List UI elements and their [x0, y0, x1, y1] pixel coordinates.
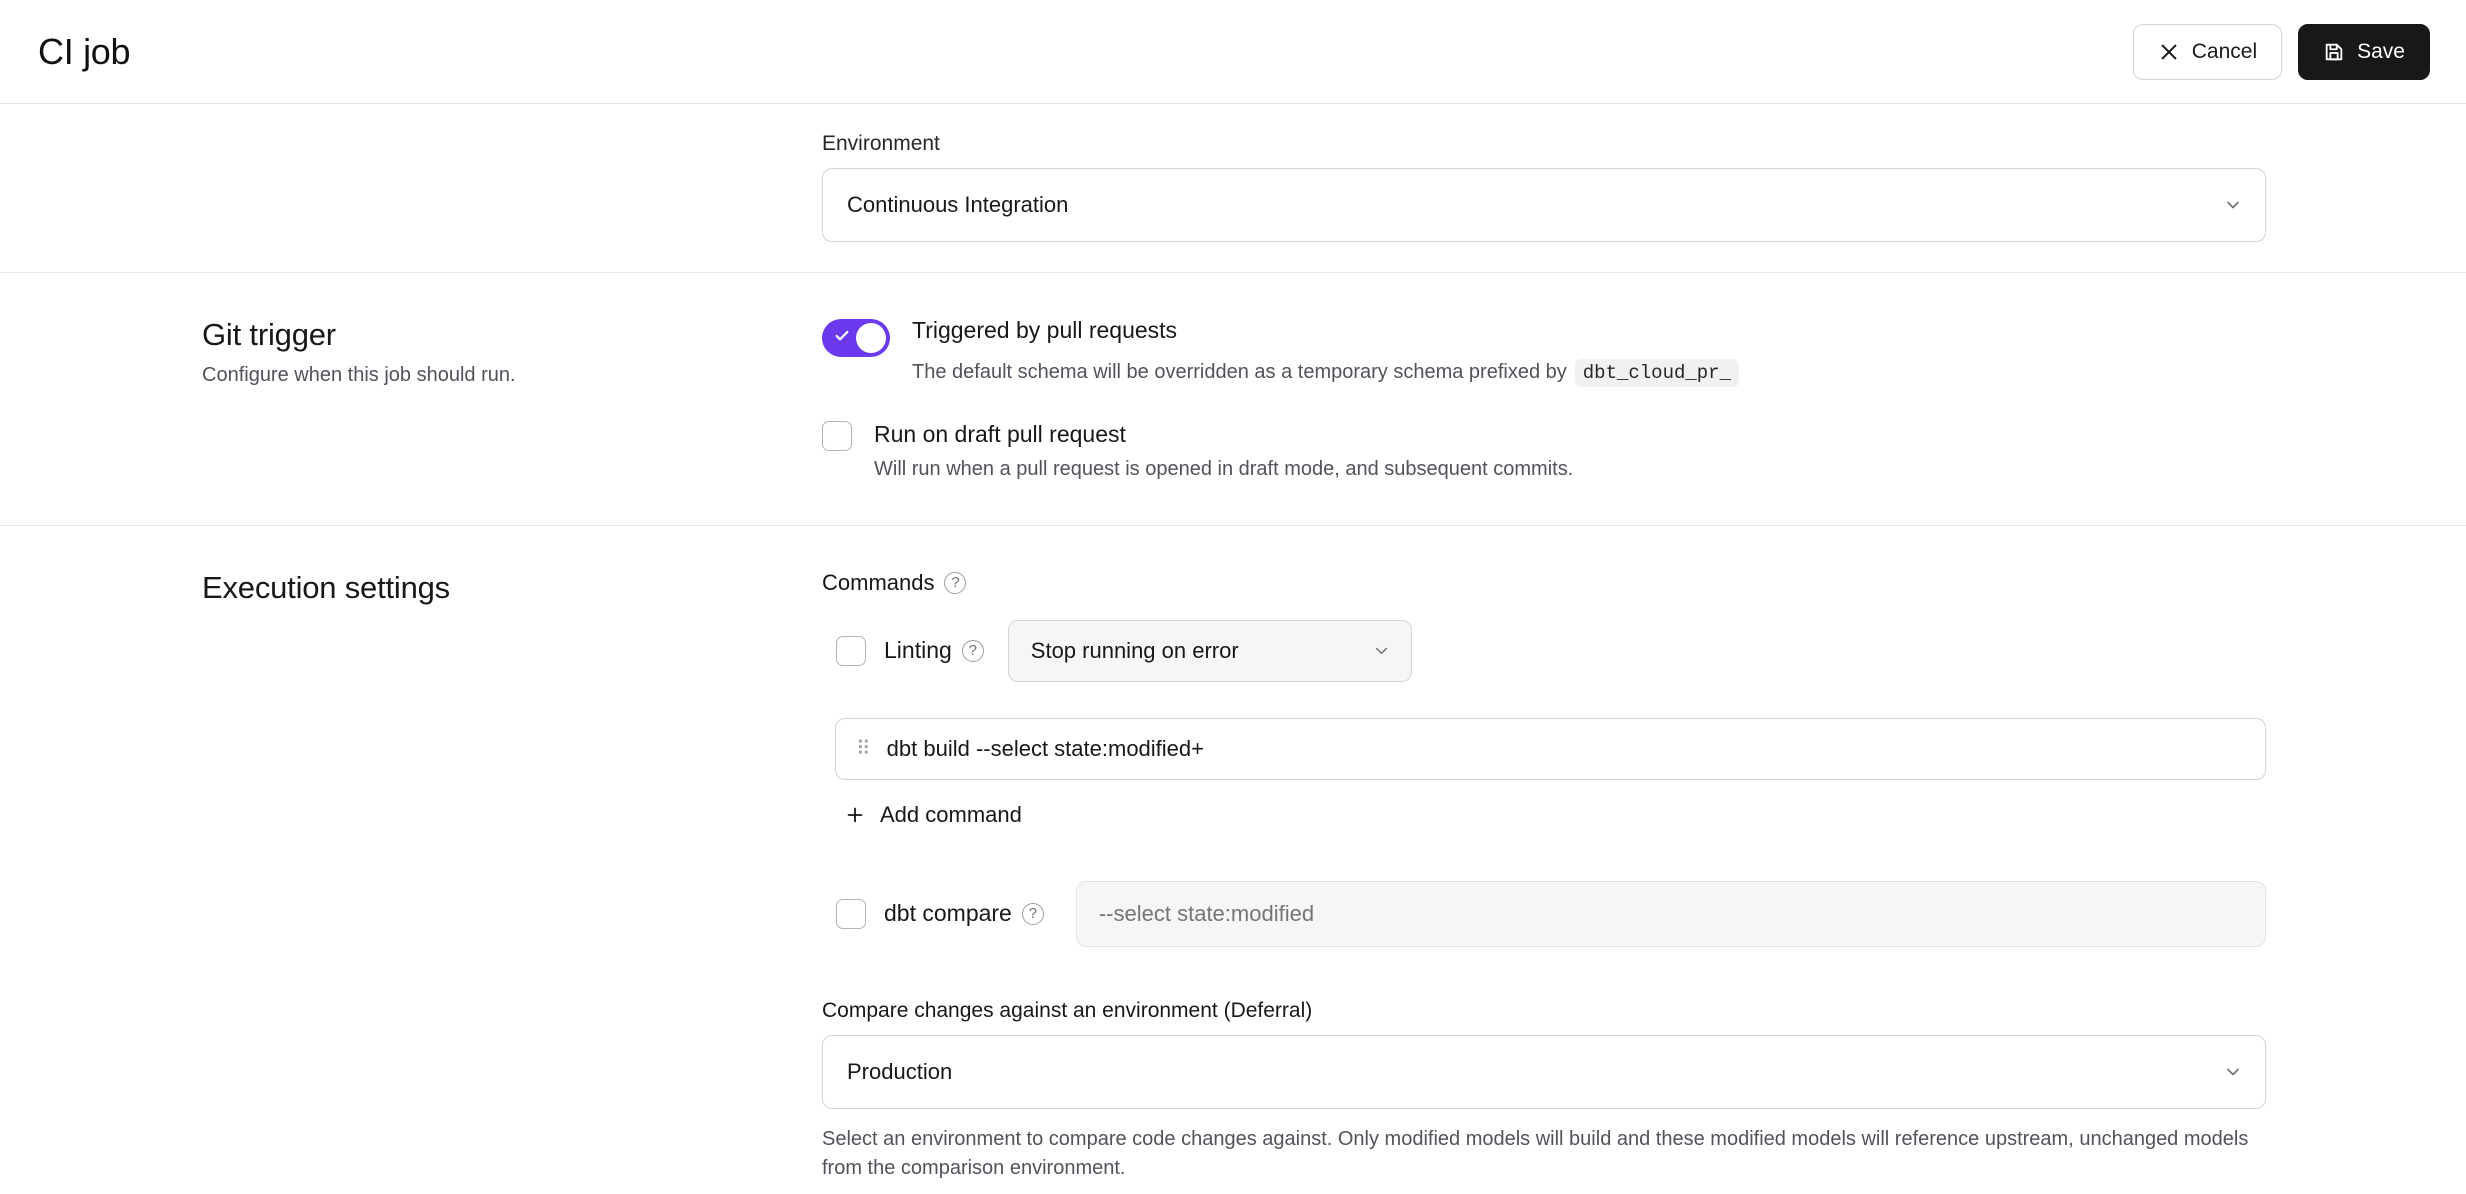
chevron-down-icon — [2223, 1062, 2243, 1082]
triggered-by-pull-requests-text — [912, 317, 1739, 387]
header-actions — [2133, 24, 2430, 80]
deferral-block — [822, 999, 2266, 1183]
dbt-compare-row — [836, 881, 2266, 947]
triggered-by-pull-requests-label: Triggered by pull requests — [912, 317, 1178, 343]
run-on-draft-pull-request-checkbox[interactable] — [822, 421, 852, 451]
schema-prefix-code: dbt_cloud_pr_ — [1575, 359, 1739, 387]
plus-icon — [844, 804, 866, 826]
triggered-by-pull-requests-description — [912, 359, 1739, 387]
help-circle-icon[interactable]: ? — [1022, 903, 1044, 925]
floppy-disk-icon — [2323, 41, 2345, 63]
deferral-environment-value: Production — [847, 1058, 953, 1084]
dbt-compare-checkbox[interactable] — [836, 899, 866, 929]
save-button-label: Save — [2357, 39, 2405, 63]
add-command-button[interactable] — [844, 802, 1022, 828]
dbt-compare-input[interactable] — [1076, 881, 2266, 947]
linting-error-behavior-value: Stop running on error — [1030, 637, 1239, 663]
environment-label: Environment — [822, 132, 940, 155]
save-button[interactable] — [2298, 24, 2430, 80]
triggered-by-pull-requests-toggle[interactable] — [822, 319, 890, 357]
dbt-compare-label: dbt compare — [884, 900, 1012, 927]
chevron-down-icon — [1372, 641, 1391, 660]
environment-section-label — [202, 132, 822, 242]
check-icon — [834, 328, 850, 347]
dbt-compare-label-group — [884, 900, 1044, 927]
execution-settings-section — [0, 526, 2466, 1194]
git-trigger-title: Git trigger — [202, 317, 336, 352]
git-trigger-label-block — [202, 317, 822, 481]
drag-handle-icon[interactable]: ⠿ — [856, 738, 869, 761]
run-on-draft-text — [874, 421, 1573, 481]
linting-error-behavior-select[interactable] — [1008, 620, 1412, 682]
help-circle-icon[interactable]: ? — [962, 640, 984, 662]
run-on-draft-pull-request-label: Run on draft pull request — [874, 420, 1126, 447]
toggle-knob — [856, 323, 886, 353]
git-trigger-description: Configure when this job should run. — [202, 364, 516, 386]
close-icon — [2158, 41, 2180, 63]
cancel-button-label: Cancel — [2191, 39, 2258, 63]
deferral-environment-select[interactable] — [822, 1035, 2266, 1109]
git-trigger-section — [0, 273, 2466, 526]
command-input-value: dbt build --select state:modified+ — [886, 735, 1204, 761]
commands-label: Commands — [822, 569, 935, 595]
linting-checkbox[interactable] — [836, 636, 866, 666]
environment-select[interactable] — [822, 168, 2266, 242]
triggered-by-pull-requests-row — [822, 317, 2266, 387]
linting-label: Linting — [884, 637, 952, 664]
page-title: CI job — [38, 30, 131, 72]
environment-section — [0, 104, 2466, 273]
run-on-draft-pull-request-description: Will run when a pull request is opened in draft mode, and subsequent commits. — [874, 457, 1574, 480]
add-command-label: Add command — [880, 801, 1022, 827]
commands-header — [822, 570, 2266, 596]
schema-override-text: The default schema will be overridden as a temporary schema prefixed by — [912, 361, 1567, 384]
command-input-row[interactable] — [835, 718, 2266, 780]
deferral-label: Compare changes against an environment (Deferral) — [822, 998, 1313, 1022]
execution-settings-label-block — [202, 570, 822, 1183]
execution-settings-title: Execution settings — [202, 569, 450, 605]
environment-select-value: Continuous Integration — [847, 192, 1069, 217]
run-on-draft-pull-request-row — [822, 421, 2266, 481]
page-header — [0, 0, 2466, 104]
job-settings-content — [0, 104, 2466, 1194]
cancel-button[interactable] — [2133, 24, 2282, 80]
help-circle-icon[interactable]: ? — [944, 572, 966, 594]
deferral-help-text: Select an environment to compare code changes against. Only modified models will build and these modified models will reference upstream, unchanged models from the comparison environment. — [822, 1127, 2249, 1179]
linting-row — [836, 620, 2266, 682]
chevron-down-icon — [2223, 195, 2243, 215]
linting-label-group — [884, 637, 984, 664]
